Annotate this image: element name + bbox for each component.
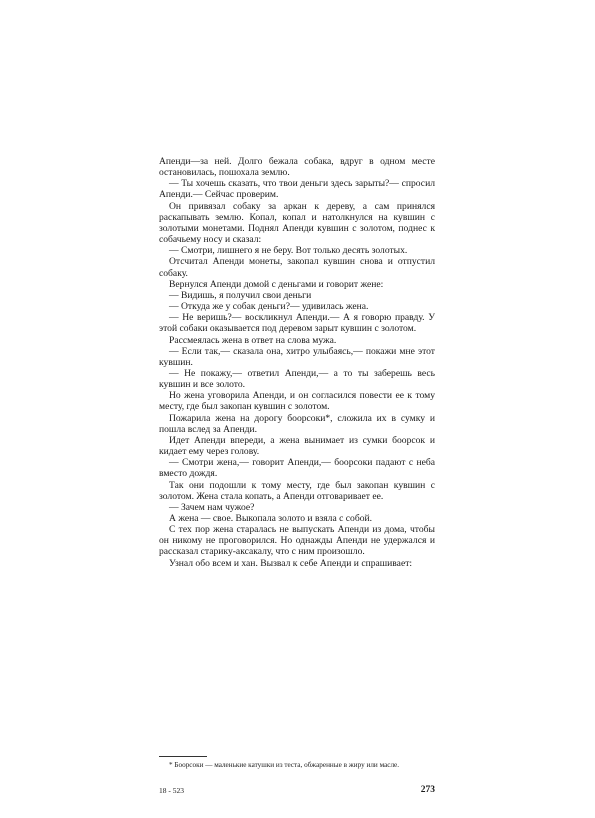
main-text — [159, 156, 435, 569]
paragraph: — Видишь, я получил свои деньги — [169, 289, 312, 301]
paragraph: А жена — свое. Выкопала золото и взяла с собой. — [169, 513, 373, 524]
paragraph: Так они подошли к тому месту, где был закопан кувшин с золотом. Жена стала копать, а Апенди отговаривает ее. — [159, 479, 435, 502]
paragraph: Апенди—за ней. Долго бежала собака, вдруг в одном месте остановилась, пошохала землю. — [159, 156, 435, 179]
paragraph: Узнал обо всем и хан. Вызвал к себе Апенди и спрашивает: — [169, 557, 413, 569]
paragraph: Рассмеялась жена в ответ на слова мужа. — [169, 334, 337, 346]
paragraph: — Если так,— сказала она, хитро улыбаясь,— покажи мне этот кувшин. — [159, 345, 435, 368]
paragraph: — Не веришь?— воскликнул Апенди.— А я говорю правду. У этой собаки оказывается под деревом зарыт кувшин с золотом. — [159, 312, 435, 335]
paragraph: — Зачем нам чужое? — [169, 501, 255, 513]
page-number: 273 — [420, 785, 435, 795]
paragraph: — Смотри жена,— говорит Апенди,— боорсоки падают с неба вместо дождя. — [159, 457, 435, 480]
footnote: * Боорсоки — маленькие катушки из теста, обжаренные в жиру или масле. — [169, 761, 400, 769]
paragraph: Отсчитал Апенди монеты, закопал кувшин снова и отпустил собаку. — [159, 256, 435, 279]
paragraph: С тех пор жена старалась не выпускать Апенди из дома, чтобы он никому не проговорился. Но однажды Апенди не удержался и рассказал старику-аксакалу, что с ним произошло. — [159, 524, 435, 558]
paragraph: — Смотри, лишнего я не беру. Вот только десять золотых. — [169, 245, 408, 257]
paragraph: Идет Апенди впереди, а жена вынимает из сумки боорсок и кидает ему через голову. — [159, 434, 435, 458]
printer-signature: 18 - 523 — [159, 786, 184, 795]
paragraph: Но жена уговорила Апенди, и он согласился повести ее к тому месту, где был закопан кувшин с золотом. — [159, 390, 435, 413]
paragraph: — Откуда же у собак деньги?— удивилась жена. — [169, 301, 369, 313]
paragraph: — Ты хочешь сказать, что твои деньги здесь зарыты?— спросил Апенди.— Сейчас проверим. — [159, 178, 435, 201]
footnote-divider — [159, 756, 207, 757]
paragraph: Он привязал собаку за аркан к дереву, а сам принялся раскапывать землю. Копал, копал и натолкнулся на кувшин с золотыми монетами. Поднял Апенди кувшин с золотом, поднес к собачьему носу и сказал: — [159, 200, 435, 246]
paragraph: Вернулся Апенди домой с деньгами и говорит жене: — [169, 278, 384, 290]
paragraph: — Не покажу,— ответил Апенди,— а то ты заберешь весь кувшин и все золото. — [159, 367, 435, 391]
paragraph: Пожарила жена на дорогу боорсоки*, сложила их в сумку и пошла вслед за Апенди. — [159, 412, 435, 435]
